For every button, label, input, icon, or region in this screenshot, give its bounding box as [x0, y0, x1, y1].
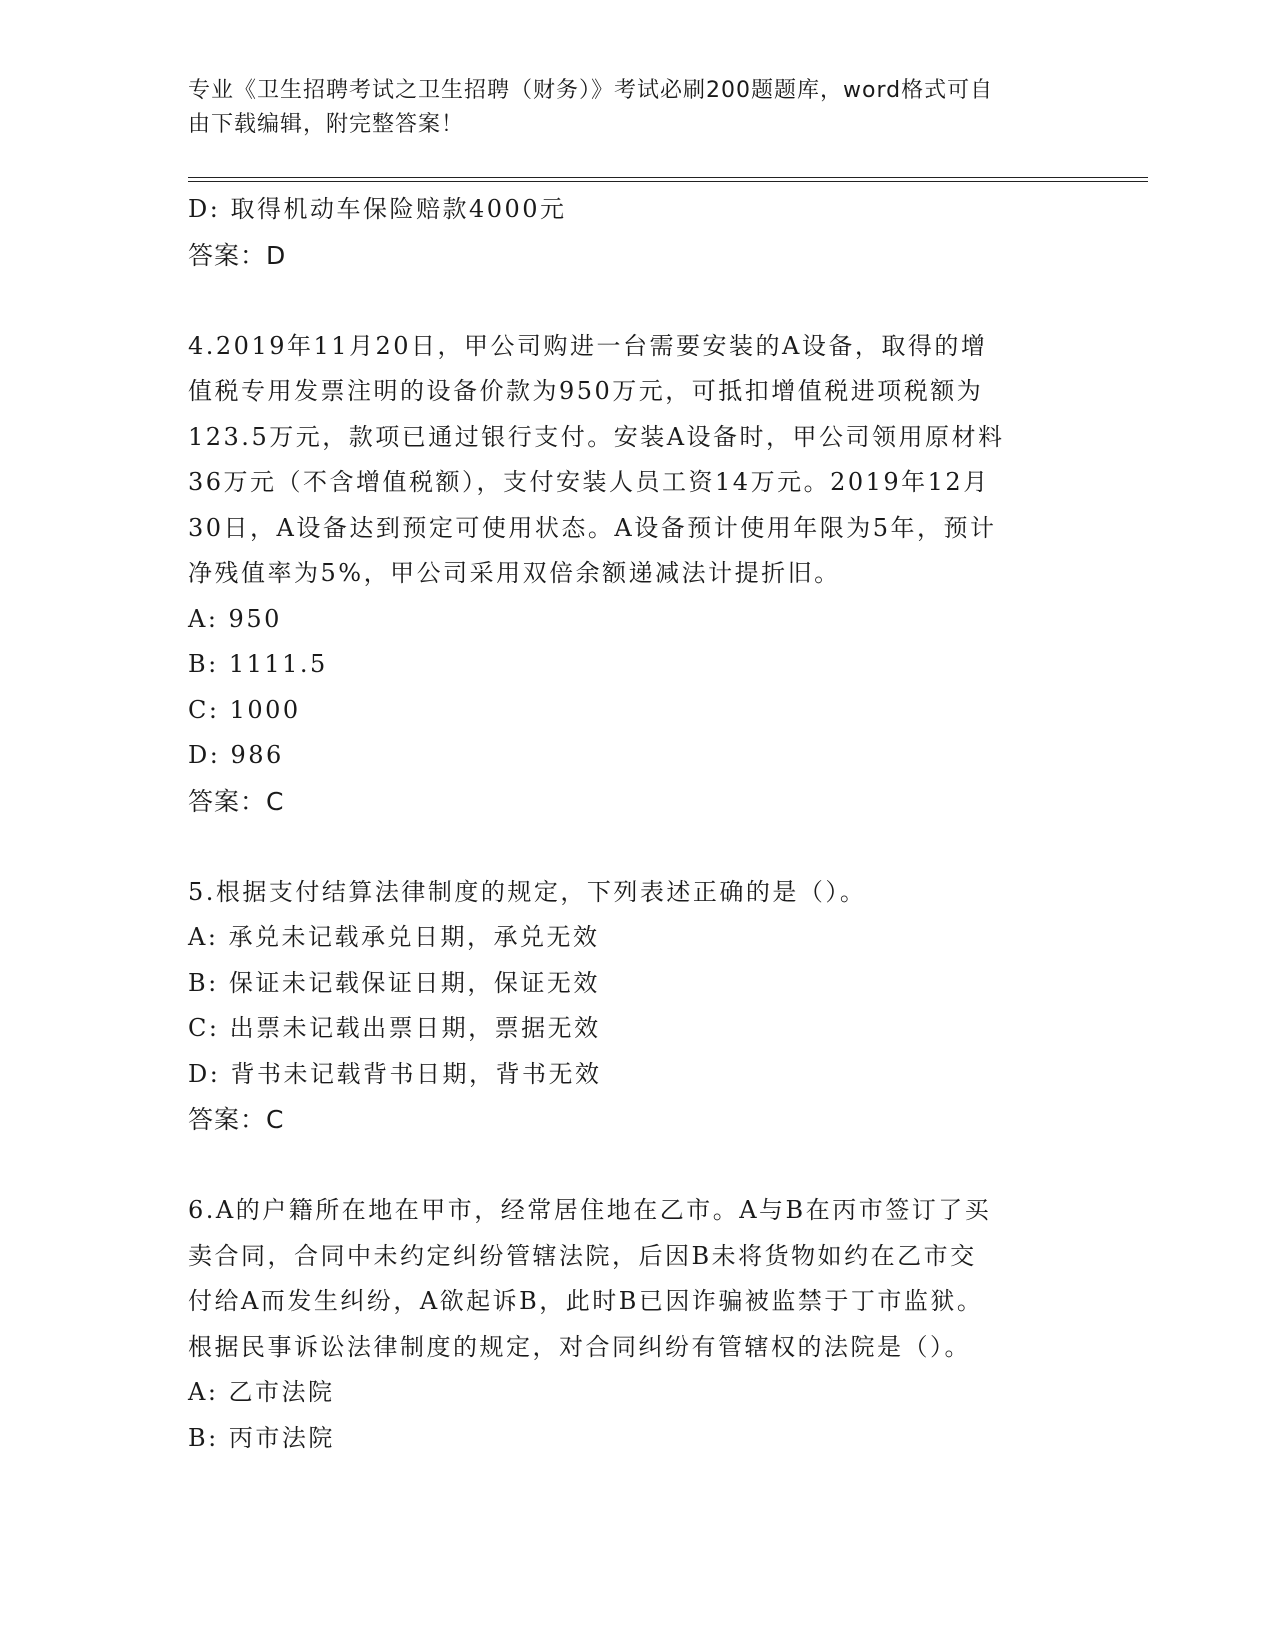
question-stem-line: 净残值率为5%，甲公司采用双倍余额递减法计提折旧。 — [188, 559, 841, 587]
header-title-line-1: 专业《卫生招聘考试之卫生招聘（财务）》考试必刷200题题库，word格式可自 — [188, 78, 994, 103]
answer-label: 答案：C — [188, 1105, 285, 1134]
question-stem-line: 卖合同，合同中未约定纠纷管辖法院，后因B未将货物如约在乙市交 — [188, 1241, 977, 1270]
question-5 — [188, 870, 1088, 1143]
option-a: A: 乙市法院 — [188, 1378, 335, 1406]
question-stem-line: 6.A的户籍所在地在甲市，经常居住地在乙市。A与B在丙市签订了买 — [188, 1196, 992, 1224]
question-stem-line: 值税专用发票注明的设备价款为950万元，可抵扣增值税进项税额为 — [188, 377, 984, 405]
question-stem-line: 36万元（不含增值税额），支付安装人员工资14万元。2019年12月 — [188, 468, 990, 496]
option-c: C: 1000 — [188, 695, 301, 724]
option-a: A: 950 — [188, 604, 282, 633]
option-d: D: 背书未记载背书日期，背书无效 — [188, 1059, 602, 1088]
option-a: A: 承兑未记载承兑日期，承兑无效 — [188, 923, 600, 951]
option-d: D: 取得机动车保险赔款4000元 — [188, 195, 567, 223]
question-stem-line: 30日，A设备达到预定可使用状态。A设备预计使用年限为5年，预计 — [188, 513, 997, 542]
question-stem-line: 根据民事诉讼法律制度的规定，对合同纠纷有管辖权的法院是（）。 — [188, 1332, 971, 1361]
option-b: B: 保证未记载保证日期，保证无效 — [188, 968, 600, 997]
question-stem-line: 付给A而发生纠纷，A欲起诉B，此时B已因诈骗被监禁于丁市监狱。 — [188, 1287, 984, 1315]
question-4 — [188, 324, 1088, 825]
answer-label: 答案：D — [188, 240, 287, 270]
option-c: C: 出票未记载出票日期，票据无效 — [188, 1014, 601, 1042]
option-b: B: 丙市法院 — [188, 1423, 335, 1452]
option-d: D: 986 — [188, 741, 284, 769]
page-header — [188, 74, 1068, 142]
question-stem-line: 4.2019年11月20日，甲公司购进一台需要安装的A设备，取得的增 — [188, 331, 988, 360]
spacer — [188, 824, 1088, 870]
question-content — [188, 187, 1088, 1461]
answer-label: 答案：C — [188, 786, 285, 816]
spacer — [188, 278, 1088, 324]
question-stem-line: 5.根据支付结算法律制度的规定，下列表述正确的是（）。 — [188, 877, 867, 906]
header-rule-bottom — [188, 181, 1148, 182]
option-b: B: 1111.5 — [188, 650, 328, 678]
question-stem-line: 123.5万元，款项已通过银行支付。安装A设备时，甲公司领用原材料 — [188, 422, 1005, 451]
question-6 — [188, 1188, 1088, 1461]
header-rule-top — [188, 177, 1148, 178]
header-title-line-2: 由下载编辑，附完整答案！ — [188, 112, 465, 137]
spacer — [188, 1143, 1088, 1189]
